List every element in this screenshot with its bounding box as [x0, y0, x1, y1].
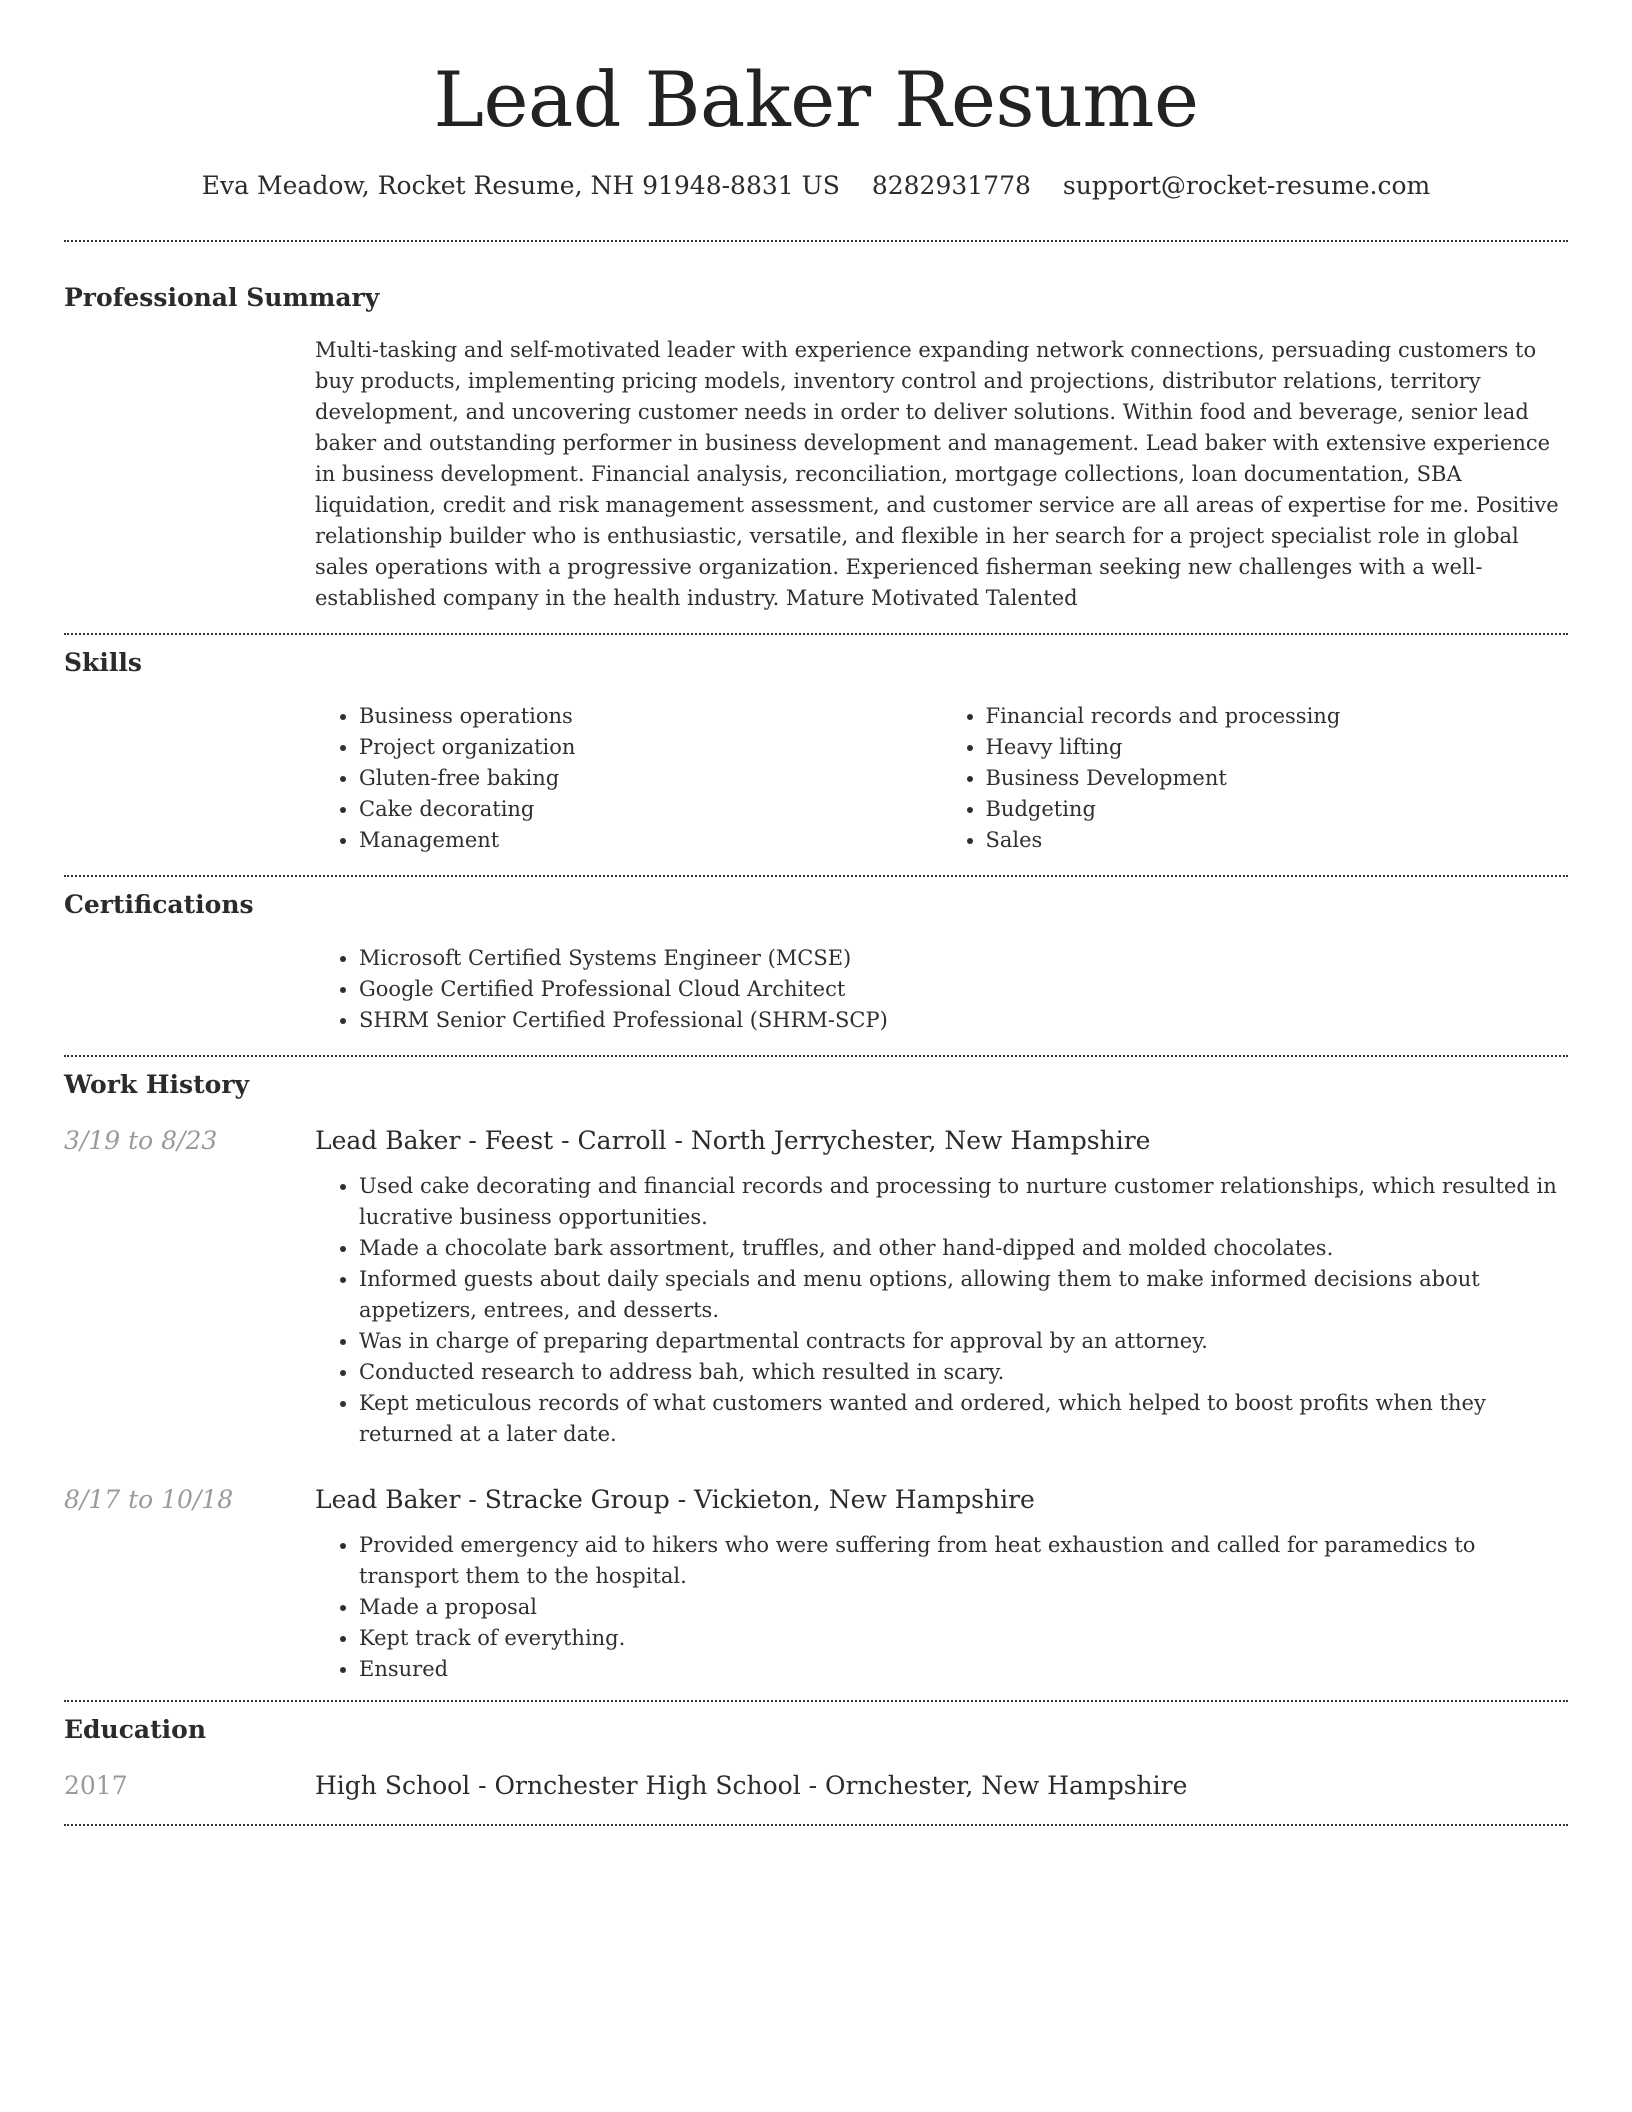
- job-bullet: • Made a chocolate bark assortment, truffles, and other hand-dipped and molded chocolates.: [359, 1233, 1560, 1264]
- job-bullet: • Was in charge of preparing departmental contracts for approval by an attorney.: [359, 1326, 1560, 1357]
- contact-address: Eva Meadow, Rocket Resume, NH 91948-8831 US: [201, 171, 840, 200]
- job-header: [64, 1483, 1568, 1517]
- summary-text: Multi-tasking and self-motivated leader with experience expanding network connections, persuading customers to buy products, implementing pricing models, inventory control and projections, distributor relations, territory development, and uncovering customer needs in order to deliver solutions. Within food and beverage, senior lead baker and outstanding performer in business development and management. Lead baker with extensive experience in business development. Financial analysis, reconciliation, mortgage collections, loan documentation, SBA liquidation, credit and risk management assessment, and customer service are all areas of expertise for me. Positive relationship builder who is enthusiastic, versatile, and flexible in her search for a project specialist role in global sales operations with a progressive organization. Experienced fisherman seeking new challenges with a well-established company in the health industry. Mature Motivated Talented: [315, 338, 1559, 610]
- certification-item: • Google Certified Professional Cloud Architect: [359, 974, 1568, 1005]
- work-heading: Work History: [64, 1070, 250, 1099]
- job-bullets: [315, 1171, 1560, 1450]
- education-year: 2017: [64, 1771, 128, 1800]
- job-title: Lead Baker - Feest - Carroll - North Jerrychester, New Hampshire: [315, 1126, 1151, 1155]
- job-bullet: • Kept track of everything.: [359, 1623, 1560, 1654]
- contact-line: [64, 168, 1568, 204]
- divider: [64, 1824, 1568, 1826]
- job-header: [64, 1124, 1568, 1158]
- skill-item: • Business Development: [986, 763, 1569, 794]
- job-bullet: • Used cake decorating and financial records and processing to nurture customer relationships, which resulted in lucrative business opportunities.: [359, 1171, 1560, 1233]
- divider: [64, 633, 1568, 635]
- certifications-section: [64, 888, 1568, 1036]
- skills-right-column: [942, 701, 1569, 856]
- skill-item: • Project organization: [359, 732, 942, 763]
- job-bullet: • Made a proposal: [359, 1592, 1560, 1623]
- job-dates: 8/17 to 10/18: [64, 1485, 234, 1514]
- skill-item: • Business operations: [359, 701, 942, 732]
- education-section: [64, 1713, 1568, 1803]
- education-title: High School - Ornchester High School - Ornchester, New Hampshire: [315, 1771, 1188, 1800]
- divider: [64, 1700, 1568, 1702]
- job-bullet: • Ensured: [359, 1654, 1560, 1685]
- skill-item: • Sales: [986, 825, 1569, 856]
- skill-item: • Gluten-free baking: [359, 763, 942, 794]
- contact-phone: 8282931778: [871, 171, 1031, 200]
- education-heading: Education: [64, 1715, 207, 1744]
- certification-item: • Microsoft Certified Systems Engineer (MCSE): [359, 943, 1568, 974]
- work-section: [64, 1068, 1568, 1685]
- job-bullet: • Informed guests about daily specials and menu options, allowing them to make informed decisions about appetizers, entrees, and desserts.: [359, 1264, 1560, 1326]
- divider: [64, 875, 1568, 877]
- job-bullet: • Provided emergency aid to hikers who were suffering from heat exhaustion and called for paramedics to transport them to the hospital.: [359, 1530, 1560, 1592]
- resume-page: [64, 0, 1568, 1826]
- job-title: Lead Baker - Stracke Group - Vickieton, New Hampshire: [315, 1485, 1035, 1514]
- skill-item: • Cake decorating: [359, 794, 942, 825]
- skills-left-column: [315, 701, 942, 856]
- job-bullet: • Kept meticulous records of what customers wanted and ordered, which helped to boost profits when they returned at a later date.: [359, 1388, 1560, 1450]
- certifications-heading: Certifications: [64, 890, 254, 919]
- skills-heading: Skills: [64, 648, 142, 677]
- contact-email: support@rocket-resume.com: [1062, 171, 1431, 200]
- education-entry: [64, 1769, 1568, 1803]
- certification-item: • SHRM Senior Certified Professional (SHRM-SCP): [359, 1005, 1568, 1036]
- job-entry: [64, 1483, 1568, 1685]
- skill-item: • Budgeting: [986, 794, 1569, 825]
- skill-item: • Heavy lifting: [986, 732, 1569, 763]
- skills-list: [315, 701, 1568, 856]
- job-dates: 3/19 to 8/23: [64, 1126, 218, 1155]
- summary-section: [64, 281, 1568, 614]
- skills-section: [64, 646, 1568, 856]
- divider: [64, 240, 1568, 242]
- summary-heading: Professional Summary: [64, 283, 380, 312]
- resume-title: Lead Baker Resume: [433, 55, 1199, 144]
- skill-item: • Management: [359, 825, 942, 856]
- divider: [64, 1055, 1568, 1057]
- skill-item: • Financial records and processing: [986, 701, 1569, 732]
- job-bullet: • Conducted research to address bah, which resulted in scary.: [359, 1357, 1560, 1388]
- job-entry: [64, 1124, 1568, 1450]
- job-bullets: [315, 1530, 1560, 1685]
- certifications-list: [315, 943, 1568, 1036]
